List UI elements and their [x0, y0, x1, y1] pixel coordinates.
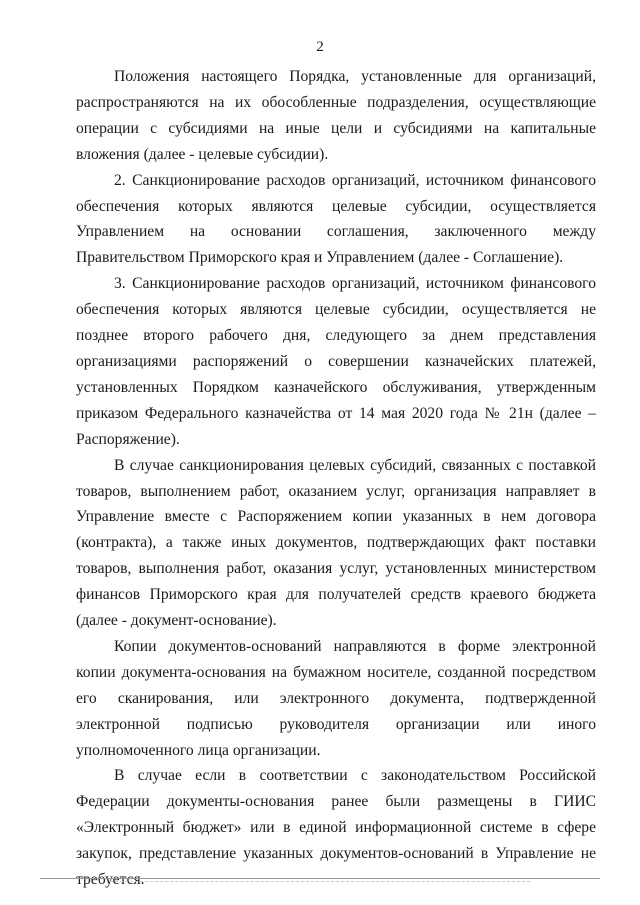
page-bottom-scan-artifact — [110, 881, 530, 882]
paragraph-supply-case: В случае санкционирования целевых субсидий, связанных с поставкой товаров, выполнением работ, оказанием услуг, организация направляет в Управление вместе с Распоряжением копии указанных в нем договора (контракта), а также иных документов, подтверждающих факт поставки товаров, выполнения работ, оказания услуг, установленных министерством финансов Приморского края для получателей средств краевого бюджета (далее - документ-основание). — [76, 456, 596, 630]
paragraph-item-2: 2. Санкционирование расходов организаций, источником финансового обеспечения которых являются целевые субсидии, осуществляется Управлением на основании соглашения, заключенного между Правительством Приморского края и Управлением (далее - Соглашение). — [76, 171, 596, 267]
page-bottom-divider — [40, 878, 600, 879]
page-number: 2 — [316, 39, 324, 55]
paragraph-scope: Положения настоящего Порядка, установленные для организаций, распространяются на их обособленные подразделения, осуществляющие операции с субсидиями на иные цели и субсидиями на капитальные вложения (далее - целевые субсидии). — [76, 68, 596, 163]
paragraph-item-3: 3. Санкционирование расходов организаций, источником финансового обеспечения которых являются целевые субсидии, осуществляется не позднее второго рабочего дня, следующего за днем представления организациями распоряжений о совершении казначейских платежей, установленных Порядком казначейского обслуживания, утвержденным приказом Федерального казначейства от 14 мая 2020 года № 21н (далее – Распоряжение). — [76, 275, 596, 448]
paragraph-giis-exception: В случае если в соответствии с законодательством Российской Федерации документы-основания ранее были размещены в ГИИС «Электронный бюджет» или в единой информационной системе в сфере закупок, представление указанных документов-оснований в Управление не требуется. — [76, 767, 596, 889]
paragraph-document-copies: Копии документов-оснований направляются в форме электронной копии документа-основания на бумажном носителе, созданной посредством его сканирования, или электронного документа, подтвержденной электронной подписью руководителя организации или иного уполномоченного лица организации. — [76, 637, 596, 759]
document-body — [76, 64, 596, 893]
